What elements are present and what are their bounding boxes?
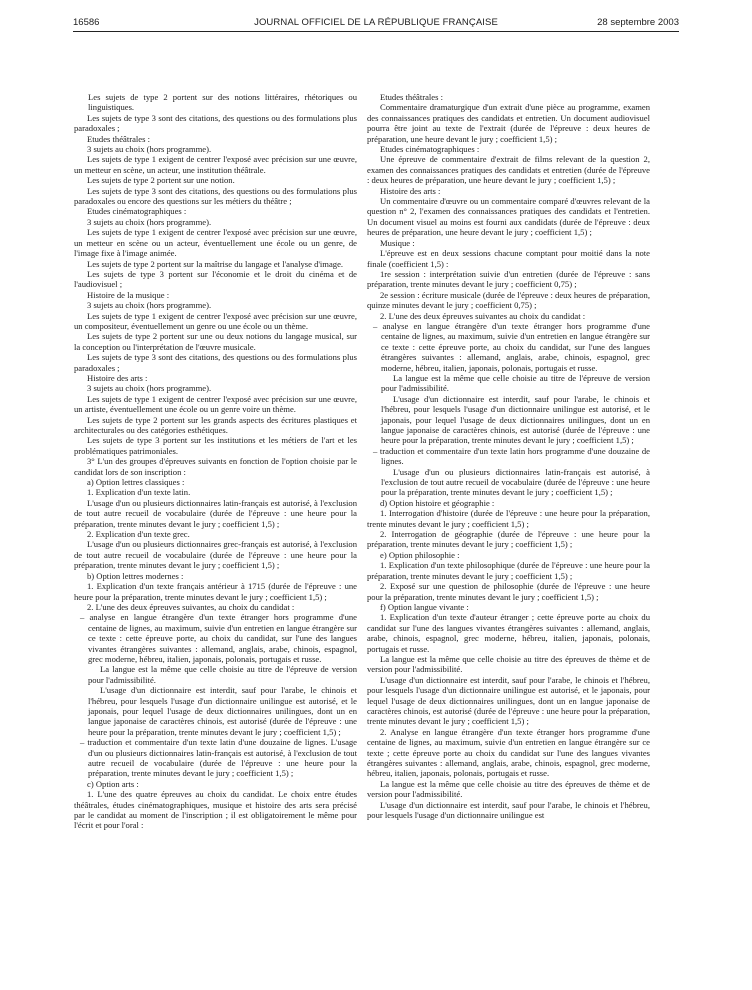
page-header	[73, 17, 679, 31]
paragraph: 2e session : écriture musicale (durée de l'épreuve : deux heures de préparation, quinze minutes devant le jury ; coefficient 0,75) ;	[367, 289, 650, 311]
paragraph: L'usage d'un dictionnaire est interdit, sauf pour l'arabe, le chinois et l'hébreu, pour lesquels l'usage d'un dictionnaire unilingue est autorisé, et le japonais, pour lequel l'usage de deux dictionnaires unilingues, dont un en langue japonaise de caractères chinois, est autorisé (durée de l'épreuve : une heure pour la préparation, trente minutes devant le jury ; coefficient 1,5) ;	[367, 674, 650, 727]
left-text-column	[74, 92, 357, 831]
paragraph: Les sujets de type 1 exigent de centrer l'exposé avec précision sur une œuvre, un compositeur, éventuellement un genre ou une école ou un thème.	[74, 310, 357, 331]
paragraph: Les sujets de type 3 portent sur les institutions et les métiers de l'art et les problématiques patrimoniales.	[74, 435, 357, 456]
paragraph: – traduction et commentaire d'un texte latin hors programme d'une douzaine de lignes.	[373, 445, 650, 467]
paragraph: 1re session : interprétation suivie d'un entretien (durée de l'épreuve : sans préparation, trente minutes devant le jury ; coefficient 0,75) ;	[367, 268, 650, 290]
paragraph: Les sujets de type 3 sont des citations, des questions ou des formulations plus paradoxales ;	[74, 112, 357, 134]
right-text-column	[367, 92, 650, 820]
paragraph: 2. Analyse en langue étrangère d'un texte étranger hors programme d'une centaine de lignes, au maximum, suivie d'un entretien en langue étrangère sur ce texte ; cette épreuve porte au choix du candidat sur l'une des langues vivantes étrangères suivantes : allemand, anglais, arabe, chinois, espagnol, grec moderne, hébreu, italien, japonais, polonais, portugais et russe.	[367, 726, 650, 779]
paragraph: Les sujets de type 2 portent sur une ou deux notions du langage musical, sur la conception ou l'interprétation de l'œuvre musicale.	[74, 331, 357, 352]
paragraph: 2. Interrogation de géographie (durée de l'épreuve : une heure pour la préparation, trente minutes devant le jury ; coefficient 1,5) ;	[367, 529, 650, 550]
paragraph: Histoire des arts :	[87, 372, 148, 383]
paragraph: Un commentaire d'œuvre ou un commentaire comparé d'œuvres relevant de la question n° 2, l'examen des connaissances pratiques des candidats et l'entretien. Un document visuel au moins est fourni aux candidats (durée de l'épreuve : deux heures de préparation, une heure devant le jury ; coefficient 1,5) ;	[367, 196, 650, 238]
paragraph: Les sujets de type 1 exigent de centrer l'exposé avec précision sur une œuvre, un metteur en scène, un acteur, une institution théâtrale.	[74, 154, 357, 175]
paragraph: La langue est la même que celle choisie au titre des épreuves de thème et de version pour l'admissibilité.	[367, 653, 650, 675]
paragraph: La langue est la même que celle choisie au titre de l'épreuve de version pour l'admissibilité.	[381, 372, 650, 394]
paragraph: Les sujets de type 3 sont des citations, des questions ou des formulations plus paradoxales ;	[74, 352, 357, 373]
paragraph: 1. Explication d'un texte philosophique (durée de l'épreuve : une heure pour la préparation, trente minutes devant le jury ; coefficient 1,5) ;	[367, 560, 650, 581]
paragraph: Les sujets de type 2 portent sur la maîtrise du langage et l'analyse d'image.	[87, 258, 344, 269]
paragraph: c) Option arts :	[87, 778, 139, 789]
header-rule	[73, 31, 679, 32]
paragraph: Les sujets de type 2 portent sur des notions littéraires, rhétoriques ou linguistiques.	[88, 92, 357, 113]
paragraph: 1. Explication d'un texte d'auteur étranger ; cette épreuve porte au choix du candidat sur l'une des langues vivantes étrangères suivantes : allemand, anglais, arabe, chinois, espagnol, grec moderne, hébreu, italien, japonais, polonais, portugais et russe.	[367, 612, 650, 654]
paragraph: Histoire de la musique :	[87, 289, 170, 300]
paragraph: 3 sujets au choix (hors programme).	[87, 300, 212, 311]
paragraph: L'épreuve est en deux sessions chacune comptant pour moitié dans la note finale (coefficient 1,5) :	[367, 248, 650, 269]
paragraph: Etudes cinématographiques :	[380, 144, 480, 155]
paragraph: 1. Interrogation d'histoire (durée de l'épreuve : une heure pour la préparation, trente minutes devant le jury ; coefficient 1,5) ;	[367, 508, 650, 529]
paragraph: 3° L'un des groupes d'épreuves suivants en fonction de l'option choisie par le candidat lors de son inscription :	[74, 456, 357, 477]
paragraph: a) Option lettres classiques :	[87, 477, 185, 488]
paragraph: e) Option philosophie :	[380, 549, 460, 560]
journal-title: JOURNAL OFFICIEL DE LA RÉPUBLIQUE FRANÇAISE	[254, 17, 498, 28]
paragraph: Etudes théâtrales :	[380, 92, 443, 102]
paragraph: 2. Explication d'un texte grec.	[87, 529, 190, 540]
paragraph: – traduction et commentaire d'un texte latin d'une douzaine de lignes. L'usage d'un ou plusieurs dictionnaires latin-français est autorisé, à l'exclusion de tout autre recueil de vocabulaire (durée de l'épreuve : une heure pour la préparation, trente minutes devant le jury ; coefficient 1,5) ;	[80, 737, 357, 779]
page-number: 16586	[73, 17, 100, 28]
paragraph: – analyse en langue étrangère d'un texte étranger hors programme d'une centaine de lignes, au maximum, suivie d'un entretien en langue étrangère sur ce texte : cette épreuve porte, au choix du candidat, sur l'une des langues étrangères suivantes : allemand, anglais, arabe, chinois, espagnol, grec moderne, hébreu, italien, japonais, polonais, portugais et russe.	[373, 320, 650, 373]
paragraph: Musique :	[380, 237, 415, 248]
paragraph: 1. Explication d'un texte latin.	[87, 487, 191, 498]
paragraph: Les sujets de type 2 portent sur les grands aspects des écritures plastiques et architecturales ou des catégories esthétiques.	[74, 414, 357, 435]
paragraph: 1. L'une des quatre épreuves au choix du candidat. Le choix entre études théâtrales, études cinématographiques, musique et histoire des arts sera précisé par le candidat au moment de l'inscription ; il est obligatoirement le même pour l'écrit et pour l'oral :	[74, 789, 357, 831]
paragraph: Les sujets de type 1 exigent de centrer l'exposé avec précision sur une œuvre, un metteur en scène ou un acteur, éventuellement une école ou un genre, de l'image fixe à l'image animée.	[74, 227, 357, 259]
paragraph: La langue est la même que celle choisie au titre des épreuves de thème et de version pour l'admissibilité.	[367, 778, 650, 800]
paragraph: Les sujets de type 3 sont des citations, des questions ou des formulations plus paradoxales ou encore des questions sur les métiers du théâtre ;	[74, 185, 357, 207]
paragraph: 2. L'une des deux épreuves suivantes au choix du candidat :	[380, 310, 586, 321]
paragraph: L'usage d'un ou plusieurs dictionnaires grec-français est autorisé, à l'exclusion de tout autre recueil de vocabulaire (durée de l'épreuve : une heure pour la préparation, trente minutes devant le jury ; coefficient 1,5) ;	[74, 539, 357, 571]
paragraph: 2. Exposé sur une question de philosophie (durée de l'épreuve : une heure pour la préparation, trente minutes devant le jury ; coefficient 1,5) ;	[367, 581, 650, 602]
paragraph: L'usage d'un ou plusieurs dictionnaires latin-français est autorisé, à l'exclusion de tout autre recueil de vocabulaire (durée de l'épreuve : une heure pour la préparation, trente minutes devant le jury ; coefficient 1,5) ;	[381, 466, 650, 498]
paragraph: d) Option histoire et géographie :	[380, 497, 495, 508]
paragraph: Histoire des arts :	[380, 185, 441, 196]
paragraph: 1. Explication d'un texte français antérieur à 1715 (durée de l'épreuve : une heure pour la préparation, trente minutes devant le jury ; coefficient 1,5) ;	[74, 581, 357, 602]
paragraph: 3 sujets au choix (hors programme).	[87, 383, 212, 394]
paragraph: Une épreuve de commentaire d'extrait de films relevant de la question 2, examen des connaissances pratiques des candidats et entretien (durée de l'épreuve : deux heures de préparation, une heure devant le jury ; coefficient 1,5) ;	[367, 154, 650, 186]
paragraph: L'usage d'un ou plusieurs dictionnaires latin-français est autorisé, à l'exclusion de tout autre recueil de vocabulaire (durée de l'épreuve : une heure pour la préparation, trente minutes devant le jury ; coefficient 1,5) ;	[74, 497, 357, 529]
paragraph: 3 sujets au choix (hors programme).	[87, 216, 212, 227]
paragraph: La langue est la même que celle choisie au titre de l'épreuve de version pour l'admissibilité.	[88, 664, 357, 685]
paragraph: L'usage d'un dictionnaire est interdit, sauf pour l'arabe, le chinois et l'hébreu, pour lesquels l'usage d'un dictionnaire unilingue est autorisé, et le japonais, pour lequel l'usage de deux dictionnaires unilingues, dont un en langue japonaise de caractères chinois, est autorisé (durée de l'épreuve : une heure pour la préparation, trente minutes devant le jury ; coefficient 1,5) ;	[88, 685, 357, 737]
paragraph: Les sujets de type 3 portent sur l'économie et le droit du cinéma et de l'audiovisuel ;	[74, 268, 357, 290]
paragraph: Les sujets de type 2 portent sur une notion.	[87, 175, 235, 186]
paragraph: L'usage d'un dictionnaire est interdit, sauf pour l'arabe, le chinois et l'hébreu, pour lesquels l'usage d'un dictionnaire unilingue est autorisé, et le japonais, pour lequel l'usage de deux dictionnaires unilingues, dont un en langue japonaise de caractères chinois, est autorisé (durée de l'épreuve : une heure pour la préparation, trente minutes devant le jury ; coefficient 1,5) ;	[381, 393, 650, 446]
paragraph: 3 sujets au choix (hors programme).	[87, 144, 212, 155]
paragraph: f) Option langue vivante :	[380, 601, 469, 612]
paragraph: L'usage d'un dictionnaire est interdit, sauf pour l'arabe, le chinois et l'hébreu, pour lesquels l'usage d'un dictionnaire unilingue est	[367, 799, 650, 821]
paragraph: Etudes théâtrales :	[87, 133, 150, 144]
paragraph: 2. L'une des deux épreuves suivantes, au choix du candidat :	[87, 601, 295, 612]
paragraph: – analyse en langue étrangère d'un texte étranger hors programme d'une centaine de lignes, au maximum, suivie d'un entretien en langue étrangère sur ce texte : cette épreuve porte, au choix du candidat, sur l'une des langues vivantes étrangères suivantes : allemand, anglais, arabe, chinois, espagnol, grec moderne, hébreu, italien, japonais, polonais, portugais et russe.	[80, 612, 357, 664]
paragraph: Commentaire dramaturgique d'un extrait d'une pièce au programme, examen des connaissances pratiques des candidats et entretien. Un document audiovisuel pourra être joint au texte de l'extrait (durée de l'épreuve : deux heures de préparation, une heure devant le jury ; coefficient 1,5) ;	[367, 102, 650, 144]
publication-date: 28 septembre 2003	[597, 17, 679, 28]
paragraph: Etudes cinématographiques :	[87, 206, 187, 217]
paragraph: Les sujets de type 1 exigent de centrer l'exposé avec précision sur une œuvre, un artiste, éventuellement une école ou un genre voire un thème.	[74, 393, 357, 415]
paragraph: b) Option lettres modernes :	[87, 570, 184, 581]
